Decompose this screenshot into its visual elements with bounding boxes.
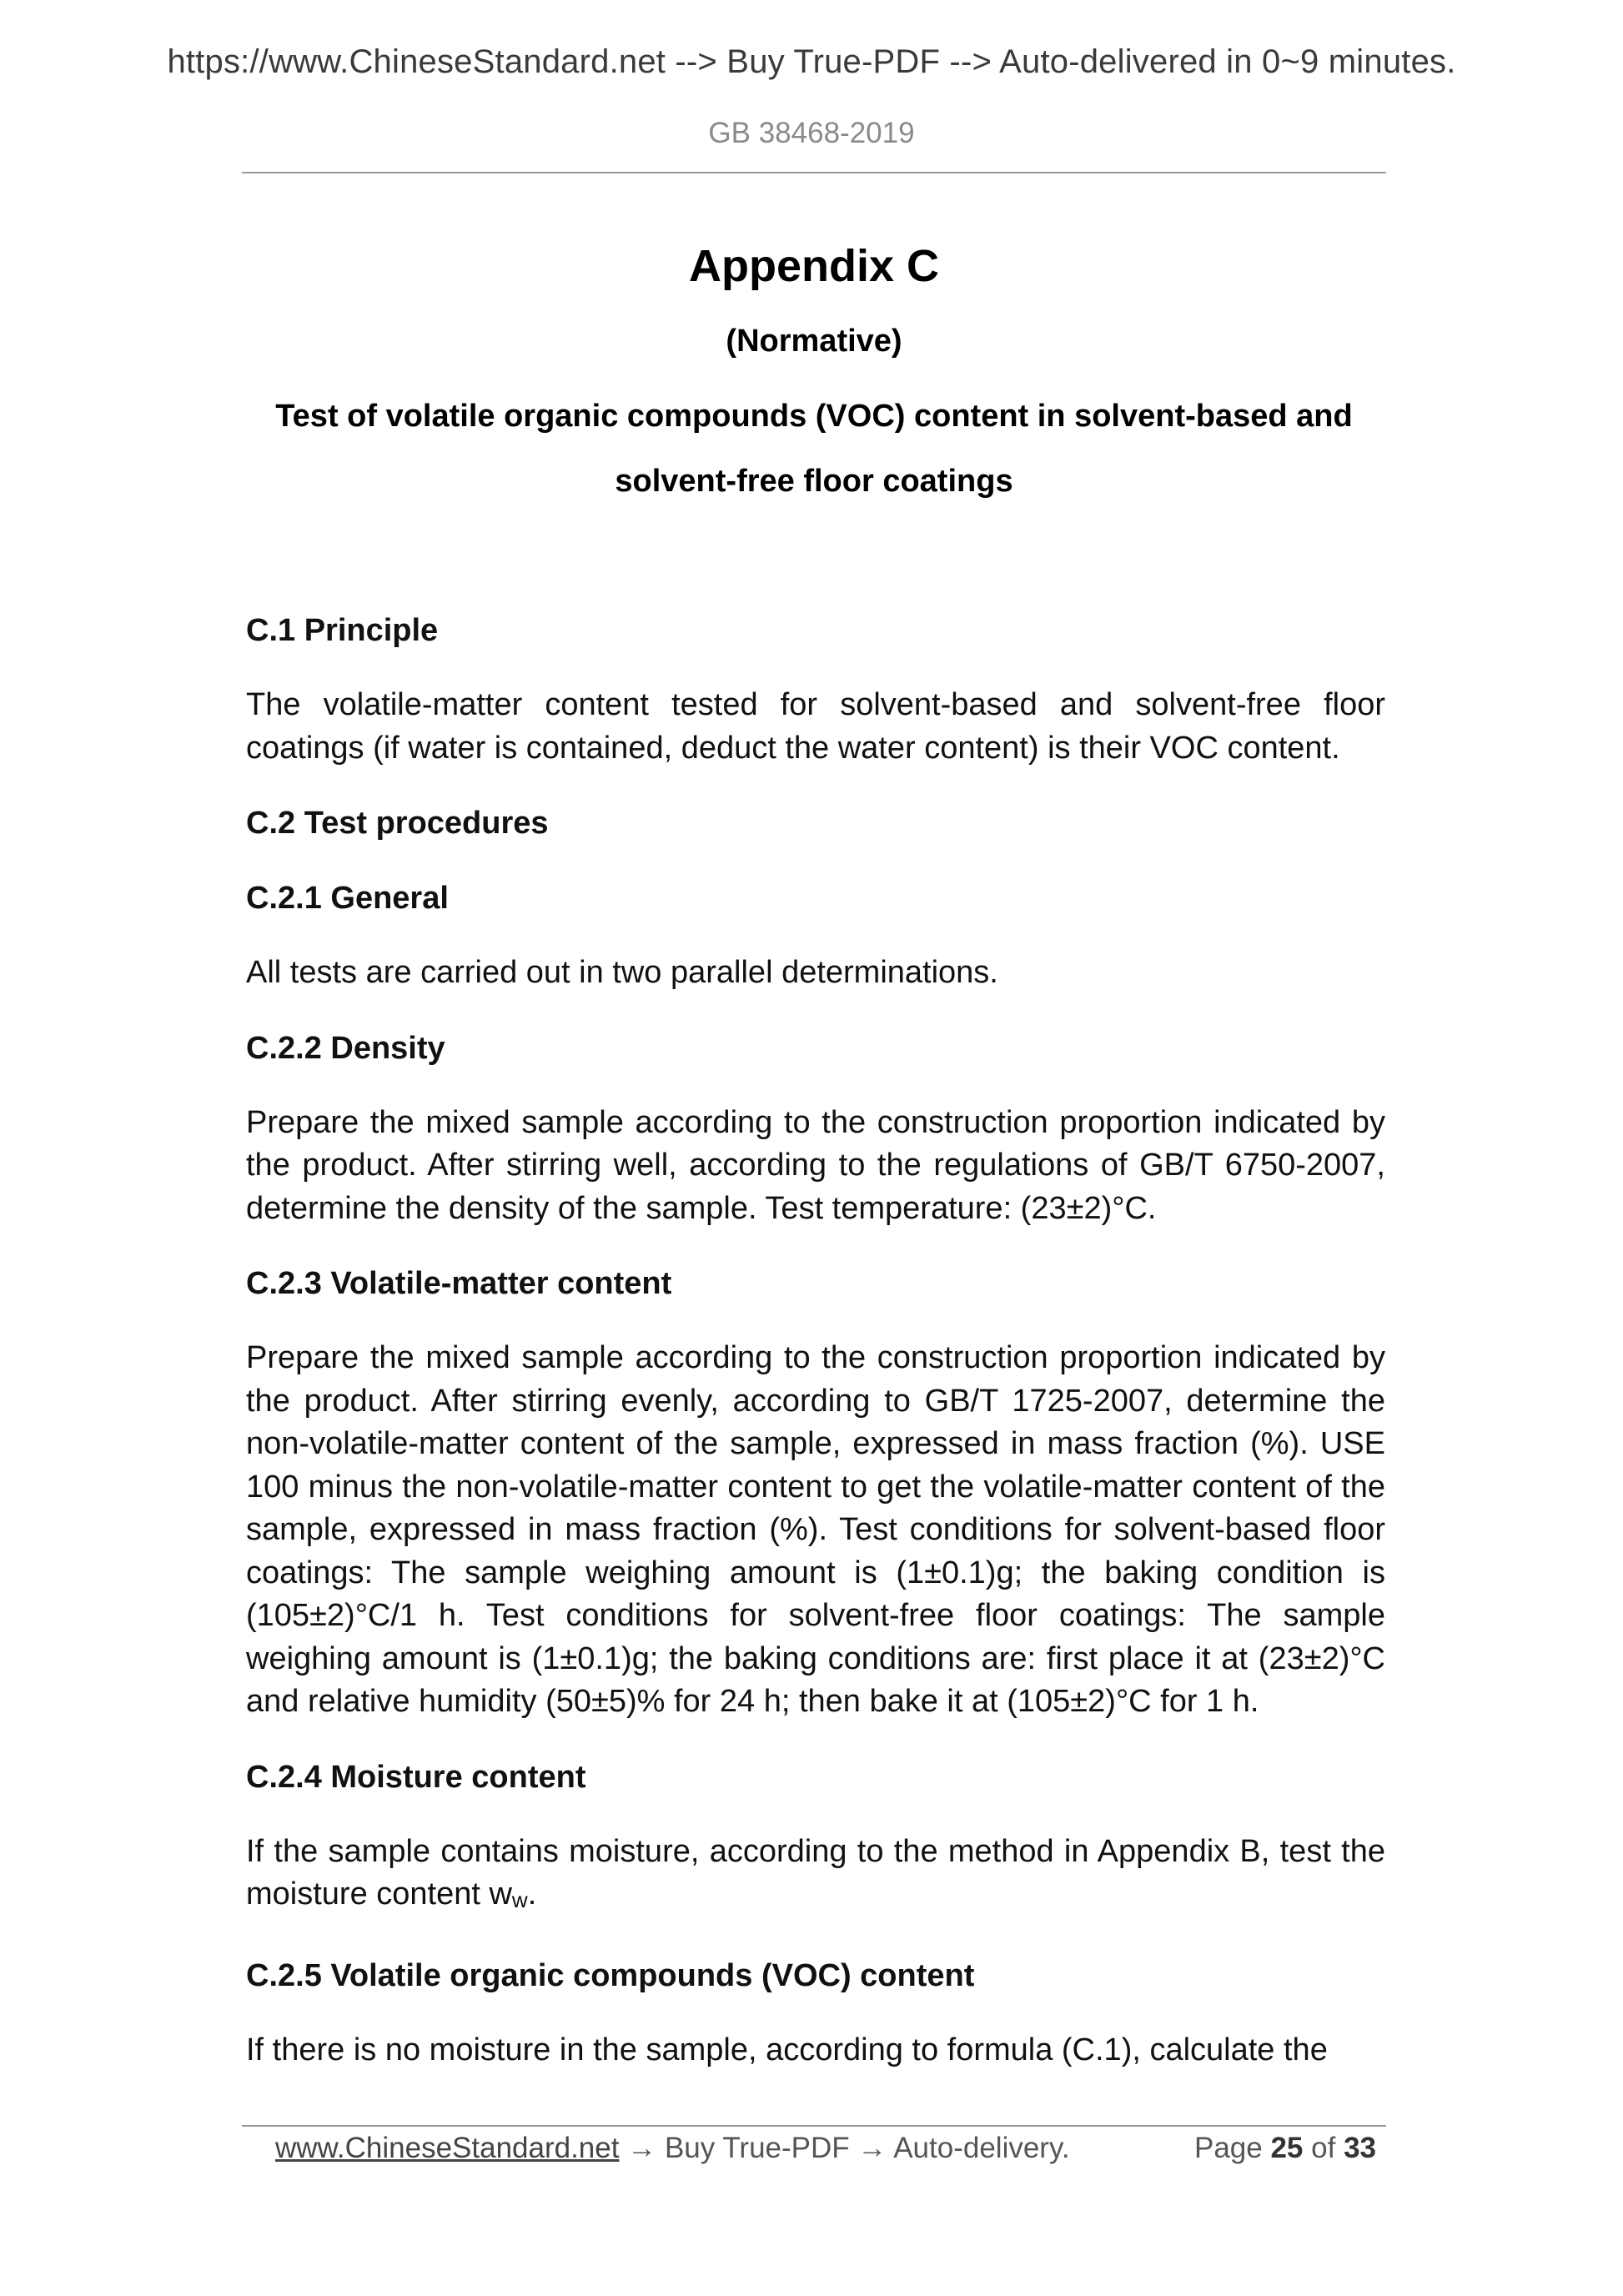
source-banner[interactable]: https://www.ChineseStandard.net --> Buy True-PDF --> Auto-delivered in 0~9 minutes.: [167, 43, 1456, 80]
section-text-c23: Prepare the mixed sample according to the construction proportion indicated by the product. After stirring evenly, according to GB/T 1725-2007, determine the non-volatile-matter content of the sample, expressed in mass fraction (%). USE 100 minus the non-volatile-matter content to get the volatile-matter content of the sample, expressed in mass fraction (%). Test conditions for solvent-based floor coatings: The sample weighing amount is (1±0.1)g; the baking condition is (105±2)°C/1 h. Test conditions for solvent-free floor coatings: The sample weighing amount is (1±0.1)g; the baking conditions are: first place it at (23±2)°C and relative humidity (50±5)% for 24 h; then bake it at (105±2)°C for 1 h.: [246, 1340, 1385, 1719]
section-text-c21: All tests are carried out in two parallel determinations.: [246, 955, 998, 990]
section-text-c1: The volatile-matter content tested for solvent-based and solvent-free floor coatings (if water is contained, deduct the water content) is their VOC content.: [246, 687, 1385, 766]
footer-delivery-text: Auto-delivery.: [893, 2132, 1070, 2164]
section-heading-c24: C.2.4 Moisture content: [246, 1759, 586, 1795]
moisture-text: If the sample contains moisture, according to the method in Appendix B, test the moisture content w: [246, 1833, 1385, 1912]
footer-site-link[interactable]: www.ChineseStandard.net: [275, 2132, 620, 2164]
section-heading-c2: C.2 Test procedures: [246, 806, 549, 841]
section-text-c22: Prepare the mixed sample according to the construction proportion indicated by the product. After stirring well, according to the regulations of GB/T 6750-2007, determine the density of the sample. Test temperature: (23±2)°C.: [246, 1104, 1385, 1226]
page-label: Page: [1193, 2132, 1263, 2164]
footer-arrow-1: →: [627, 2132, 657, 2164]
footer-buy-text: Buy True-PDF: [664, 2132, 850, 2164]
footer-arrow-2: →: [857, 2132, 887, 2164]
footer-divider: [242, 2125, 1386, 2127]
subtitle-line-2: solvent-free floor coatings: [615, 464, 1013, 499]
page-footer: [275, 2132, 1383, 2165]
section-heading-c21: C.2.1 General: [246, 881, 449, 916]
section-heading-c25: C.2.5 Volatile organic compounds (VOC) content: [246, 1957, 975, 1993]
section-heading-c22: C.2.2 Density: [246, 1030, 445, 1066]
normative-label: (Normative): [726, 324, 902, 359]
appendix-subtitle: [242, 384, 1386, 514]
header-divider: [242, 172, 1386, 173]
standard-code: GB 38468-2019: [708, 117, 915, 149]
page-total: 33: [1344, 2132, 1376, 2164]
section-heading-c23: C.2.3 Volatile-matter content: [246, 1266, 672, 1301]
section-text-c24: [246, 1831, 1385, 1922]
of-label: of: [1311, 2132, 1336, 2164]
document-body: [246, 609, 1385, 2103]
appendix-title: Appendix C: [688, 241, 939, 291]
section-text-c25: If there is no moisture in the sample, according to formula (C.1), calculate the: [246, 2032, 1328, 2067]
moisture-period: .: [527, 1876, 537, 1912]
page-number: 25: [1270, 2132, 1304, 2164]
page-indicator: [1194, 2132, 1376, 2165]
section-heading-c1: C.1 Principle: [246, 613, 439, 648]
moisture-subscript: w: [511, 1887, 528, 1912]
subtitle-line-1: Test of volatile organic compounds (VOC) content in solvent-based and: [275, 399, 1353, 434]
